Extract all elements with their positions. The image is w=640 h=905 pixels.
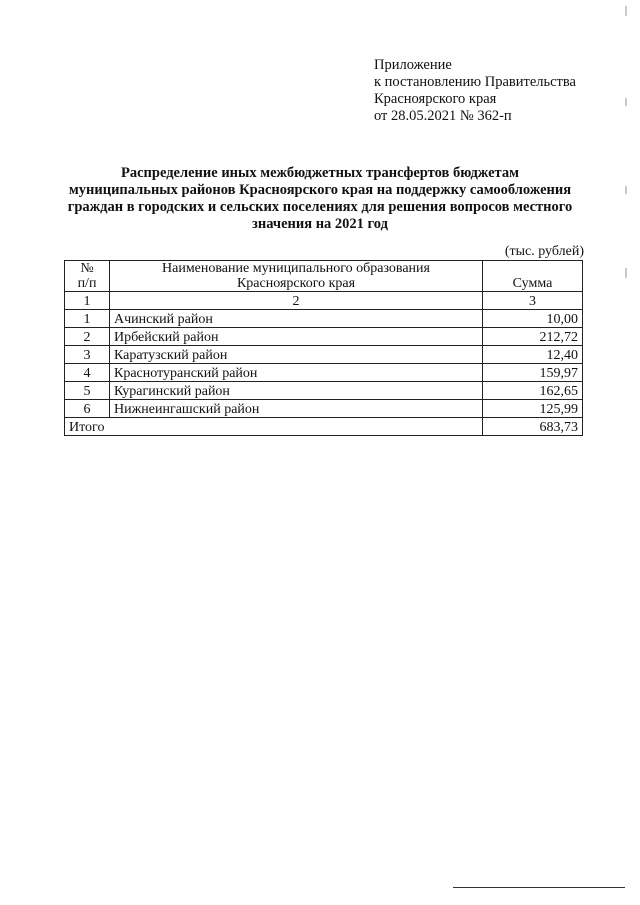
scan-margin-mark — [625, 186, 627, 194]
header-number-line-2: п/п — [77, 276, 97, 291]
column-number-row — [65, 292, 583, 310]
title-line-1: Распределение иных межбюджетных трансфертов бюджетам — [121, 165, 519, 181]
column-number-cell: 1 — [65, 292, 110, 310]
total-sum: 683,73 — [483, 418, 583, 436]
total-label: Итого — [65, 418, 483, 436]
appendix-line-2: к постановлению Правительства — [374, 74, 576, 90]
appendix-line-1: Приложение — [374, 57, 452, 73]
title-line-4: значения на 2021 год — [252, 216, 388, 232]
table-row — [65, 328, 583, 346]
header-name-line-2: Красноярского края — [236, 276, 356, 291]
appendix-line-4: от 28.05.2021 № 362-п — [374, 108, 512, 124]
column-number-cell: 3 — [483, 292, 583, 310]
row-number: 4 — [65, 364, 110, 382]
row-sum: 12,40 — [483, 346, 583, 364]
units-label: (тыс. рублей) — [504, 244, 584, 259]
title-line-2: муниципальных районов Красноярского края на поддержку самообложения — [68, 182, 572, 198]
row-number: 5 — [65, 382, 110, 400]
row-name: Краснотуранский район — [110, 364, 483, 382]
table-row — [65, 400, 583, 418]
header-name-line-1: Наименование муниципального образования — [162, 261, 430, 276]
row-sum: 159,97 — [483, 364, 583, 382]
header-sum — [483, 261, 583, 292]
header-number — [65, 261, 110, 292]
row-sum: 10,00 — [483, 310, 583, 328]
scan-margin-mark — [625, 268, 627, 278]
total-row — [65, 418, 583, 436]
distribution-table — [64, 260, 583, 436]
header-number-line-1: № — [80, 261, 94, 276]
scan-margin-mark — [625, 98, 627, 106]
table-row — [65, 310, 583, 328]
row-sum: 212,72 — [483, 328, 583, 346]
document-title — [40, 165, 600, 233]
row-name: Нижнеингашский район — [110, 400, 483, 418]
row-sum: 162,65 — [483, 382, 583, 400]
title-line-3: граждан в городских и сельских поселениях для решения вопросов местного — [67, 199, 573, 215]
footer-divider — [453, 887, 625, 888]
header-sum-text: Сумма — [512, 276, 553, 291]
row-name: Каратузский район — [110, 346, 483, 364]
row-number: 2 — [65, 328, 110, 346]
row-name: Ачинский район — [110, 310, 483, 328]
header-name — [110, 261, 483, 292]
row-number: 3 — [65, 346, 110, 364]
column-number-cell: 2 — [110, 292, 483, 310]
scan-margin-mark — [625, 6, 627, 16]
table-row — [65, 364, 583, 382]
row-number: 1 — [65, 310, 110, 328]
table-row — [65, 382, 583, 400]
row-name: Ирбейский район — [110, 328, 483, 346]
row-number: 6 — [65, 400, 110, 418]
row-name: Курагинский район — [110, 382, 483, 400]
table-header-row — [65, 261, 583, 292]
appendix-line-3: Красноярского края — [374, 91, 497, 107]
row-sum: 125,99 — [483, 400, 583, 418]
appendix-block — [374, 57, 576, 125]
table-row — [65, 346, 583, 364]
